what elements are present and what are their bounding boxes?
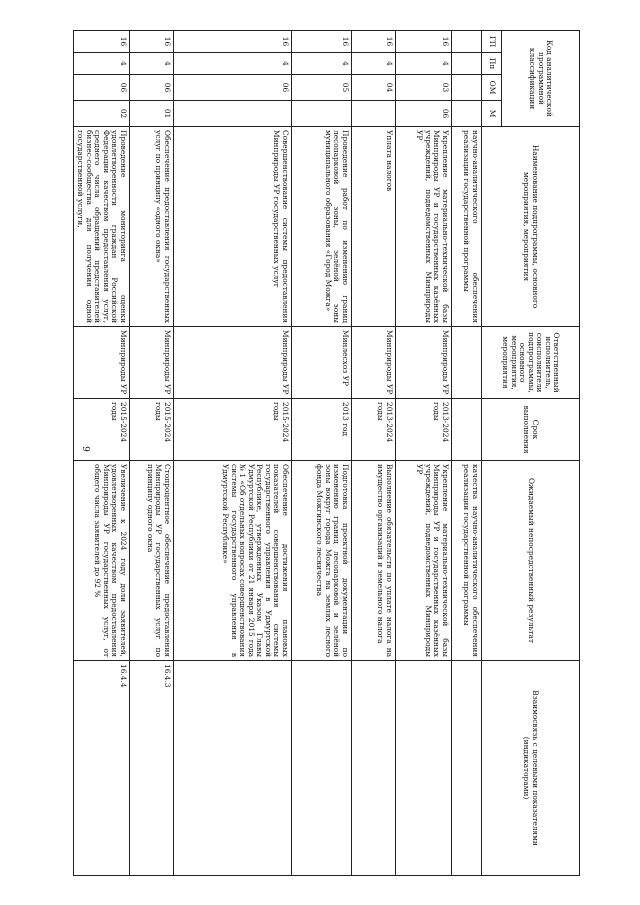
cell-term: 2015-2024 годы (174, 399, 292, 461)
cell-result: Стопроцентное обеспечение предоставления Минприроды УР государственных услуг по принципу одного окна (130, 461, 174, 661)
header-term: Срок выполнения (482, 399, 580, 461)
cell-m (292, 101, 352, 127)
cell-result: Укрепление материально-технической базы Минприроды УР и государственных казённых учреждений, подведомственных Минприроды УР (396, 461, 452, 661)
cell-result: Подготовка проектной документации по изменению границ лесопарковой и зелёной зоны вокруг города Можга на землях лесного фонда Можгинского лесничества (292, 461, 352, 661)
cell-executor: Минприроды УР (174, 327, 292, 399)
header-pp: Пп (482, 53, 502, 75)
table-row (292, 31, 352, 876)
rotated-table-container (76, 30, 580, 875)
header-link: Взаимосвязь с целевыми показателями (индикаторами) (482, 661, 580, 876)
header-result: Ожидаемый непосредственный результат (482, 461, 580, 661)
cell-name: научно-аналитического обеспечения реализации государственной программы (452, 127, 482, 327)
cell-name: Обеспечение предоставления государственных услуг по принципу «одного окна» (130, 127, 174, 327)
cell-term: 2013-2024 годы (352, 399, 396, 461)
cell-pp: 4 (292, 53, 352, 75)
cell-executor: Минприроды УР (352, 327, 396, 399)
cell-om: 06 (174, 75, 292, 101)
cell-om: 06 (130, 75, 174, 101)
cell-gp: 16 (73, 31, 129, 53)
header-name: Наименование подпрограммы, основного мероприятия, мероприятия (482, 127, 580, 327)
cell-result: качества научно-аналитического обеспечения реализации государственной программы (452, 461, 482, 661)
cell-link (174, 661, 292, 876)
cell-executor: Минприроды УР (73, 327, 129, 399)
cell-gp: 16 (174, 31, 292, 53)
cell-m (452, 101, 482, 127)
cell-term: 2015-2024 годы (130, 399, 174, 461)
cell-m: 06 (396, 101, 452, 127)
page-number: 9 (79, 446, 90, 452)
cell-om: 03 (396, 75, 452, 101)
cell-executor: Минлесхоз УР (292, 327, 352, 399)
cell-m: 01 (130, 101, 174, 127)
cell-name: Уплата налогов (352, 127, 396, 327)
cell-executor: Минприроды УР (396, 327, 452, 399)
cell-link (292, 661, 352, 876)
cell-term: 2013 год (292, 399, 352, 461)
cell-pp: 4 (174, 53, 292, 75)
cell-link (352, 661, 396, 876)
cell-result: Обеспечение достижения плановых показателей совершенствования системы государственного управления в Удмуртской Республике, утвержденных Указом Главы Удмуртской Республики от 21 января 2015 года № 1 «Об отдельных вопросах совершенствования системы государственного управления в Удмуртской Республике» (174, 461, 292, 661)
cell-term: 2015-2024 годы (73, 399, 129, 461)
cell-m (352, 101, 396, 127)
cell-name: Совершенствование системы предоставления Минприроды УР государственных услуг (174, 127, 292, 327)
cell-pp (452, 53, 482, 75)
table-row (452, 31, 482, 876)
table-row (73, 31, 129, 876)
table-row (352, 31, 396, 876)
header-m: М (482, 101, 502, 127)
cell-gp: 16 (130, 31, 174, 53)
cell-executor: Минприроды УР (130, 327, 174, 399)
rotated-page (76, 30, 580, 875)
cell-om: 05 (292, 75, 352, 101)
header-gp: ГП (482, 31, 502, 53)
cell-name: Проведение работ по изменению границ лесопарковой зоны, зелёной зоны муниципального образования «Город Можга» (292, 127, 352, 327)
cell-om (452, 75, 482, 101)
cell-pp: 4 (352, 53, 396, 75)
cell-result: Увеличение к 2024 году доли заявителей, удовлетворенных качеством предоставления Минприроды УР государственных услуг, от общего числа заявителей до 92 % (73, 461, 129, 661)
cell-term (452, 399, 482, 461)
cell-result: Выполнение обязательств по уплате налога на имущество организаций и земельного налога (352, 461, 396, 661)
cell-name: Укрепление материально-технической базы Минприроды УР и государственных казённых учреждений, подведомственных Минприроды УР (396, 127, 452, 327)
cell-gp: 16 (292, 31, 352, 53)
header-executor: Ответственный исполнитель, соисполнители подпрограммы, основного мероприятия, мероприятия (482, 327, 580, 399)
cell-link (396, 661, 452, 876)
cell-executor (452, 327, 482, 399)
cell-link: 16.4.4 (73, 661, 129, 876)
cell-link (452, 661, 482, 876)
program-table (73, 30, 580, 876)
header-code: Код аналитической программной классификации (502, 31, 580, 127)
cell-link: 16.4.3 (130, 661, 174, 876)
cell-name: Проведение мониторинга оценки удовлетворенности граждан Российской Федерации качеством предоставления услуг, среднего числа обращений представителей бизнес-сообщества для получения одной государственной услуги, (73, 127, 129, 327)
cell-m (174, 101, 292, 127)
cell-pp: 4 (130, 53, 174, 75)
table-row (396, 31, 452, 876)
cell-gp: 16 (396, 31, 452, 53)
cell-gp: 16 (352, 31, 396, 53)
table-row (130, 31, 174, 876)
cell-om: 06 (73, 75, 129, 101)
cell-term: 2013-2024 годы (396, 399, 452, 461)
cell-gp (452, 31, 482, 53)
table-row (174, 31, 292, 876)
header-om: ОМ (482, 75, 502, 101)
cell-om: 04 (352, 75, 396, 101)
cell-pp: 4 (73, 53, 129, 75)
cell-pp: 4 (396, 53, 452, 75)
cell-m: 02 (73, 101, 129, 127)
